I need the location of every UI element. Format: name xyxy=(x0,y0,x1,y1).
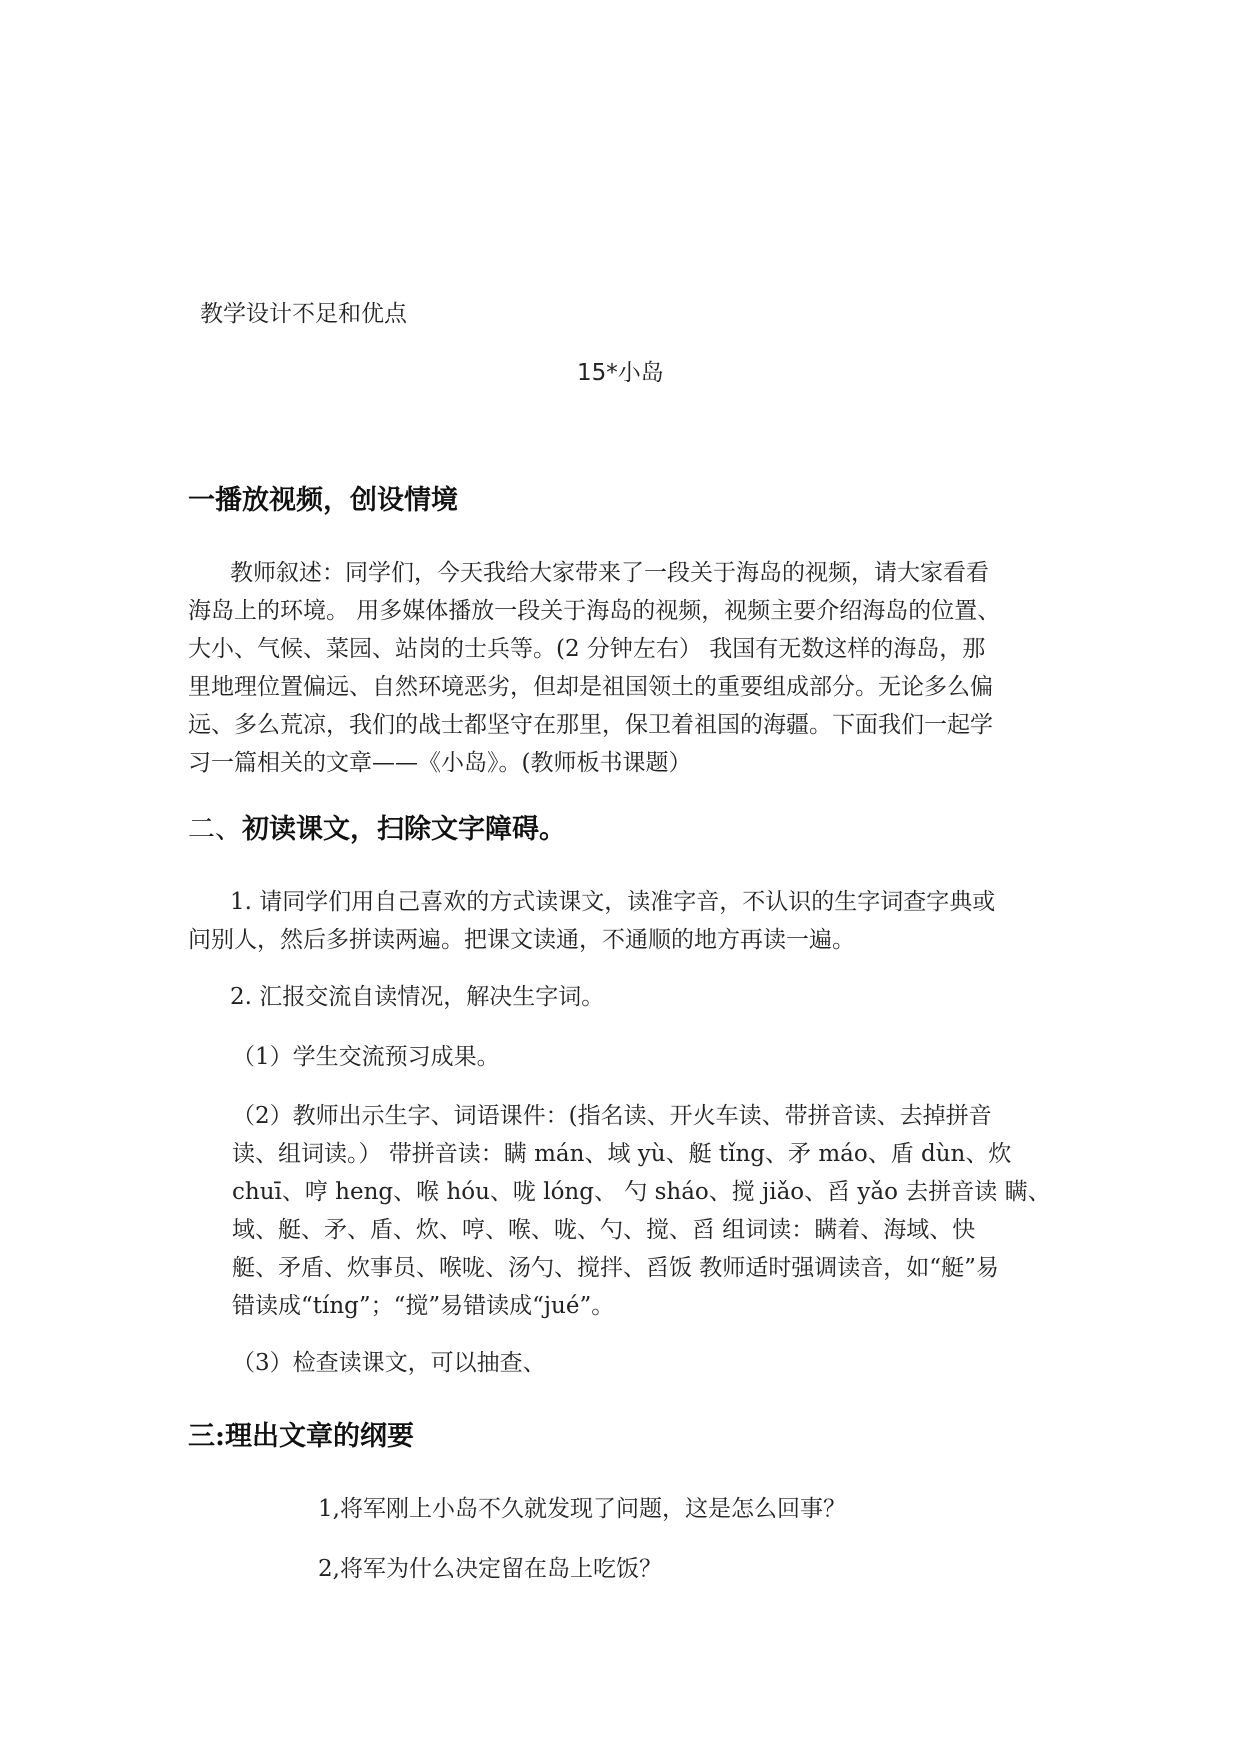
section-3-heading: 三:理出文章的纲要 xyxy=(188,1421,414,1452)
section-2-heading-text: 初读课文，扫除文字障碍。 xyxy=(242,814,566,845)
paragraph-line: 远、多么荒凉，我们的战士都坚守在那里，保卫着祖国的海疆。下面我们一起学 xyxy=(188,712,993,738)
sub-line: （2）教师出示生字、词语课件：(指名读、开火车读、带拼音读、去掉拼音 xyxy=(232,1103,992,1129)
section-2-sub-2 xyxy=(232,1097,1052,1325)
section-1-paragraph xyxy=(188,554,1052,782)
section-2-item-1 xyxy=(188,883,1052,959)
item-line: 问别人，然后多拼读两遍。把课文读通，不通顺的地方再读一遍。 xyxy=(188,927,855,953)
section-3-question-2: 2,将军为什么决定留在岛上吃饭？ xyxy=(318,1556,662,1582)
section-2-sub-1: （1）学生交流预习成果。 xyxy=(232,1044,500,1070)
sub-line: 域、艇、矛、盾、炊、哼、喉、咙、勺、搅、舀 组词读：瞒着、海域、快 xyxy=(232,1217,976,1243)
paragraph-line: 教师叙述：同学们，今天我给大家带来了一段关于海岛的视频，请大家看看 xyxy=(230,560,989,586)
sub-line: 读、组词读。） 带拼音读：瞒 mán、域 yù、艇 tǐng、矛 máo、盾 dùn、炊 xyxy=(232,1141,1012,1167)
paragraph-line: 里地理位置偏远、自然环境恶劣，但却是祖国领土的重要组成部分。无论多么偏 xyxy=(188,674,993,700)
item-line: 1. 请同学们用自己喜欢的方式读课文，读准字音，不认识的生字词查字典或 xyxy=(230,889,996,915)
document-title: 教学设计不足和优点 xyxy=(200,301,407,327)
paragraph-line: 习一篇相关的文章——《小岛》。(教师板书课题） xyxy=(188,750,692,776)
section-2-sub-3: （3）检查读课文，可以抽查、 xyxy=(232,1350,546,1376)
section-2-heading-prefix: 二、 xyxy=(188,814,242,845)
paragraph-line: 大小、气候、菜园、站岗的士兵等。(2 分钟左右） 我国有无数这样的海岛，那 xyxy=(188,636,986,662)
sub-line: 艇、矛盾、炊事员、喉咙、汤勺、搅拌、舀饭 教师适时强调读音，如“艇”易 xyxy=(232,1255,999,1281)
section-2-heading xyxy=(188,810,566,850)
section-3-question-1: 1,将军刚上小岛不久就发现了问题，这是怎么回事？ xyxy=(318,1496,846,1522)
section-2-item-2: 2. 汇报交流自读情况，解决生字词。 xyxy=(230,984,605,1010)
lesson-title: 15*小岛 xyxy=(577,360,664,386)
paragraph-line: 海岛上的环境。 用多媒体播放一段关于海岛的视频，视频主要介绍海岛的位置、 xyxy=(188,598,1001,624)
sub-line: 错读成“tíng”；“搅”易错读成“jué”。 xyxy=(232,1293,615,1319)
section-1-heading: 一播放视频，创设情境 xyxy=(188,485,458,516)
sub-line: chuī、哼 heng、喉 hóu、咙 lóng、 勺 sháo、搅 jiǎo、舀 yǎo 去拼音读 瞒、 xyxy=(232,1179,1051,1205)
